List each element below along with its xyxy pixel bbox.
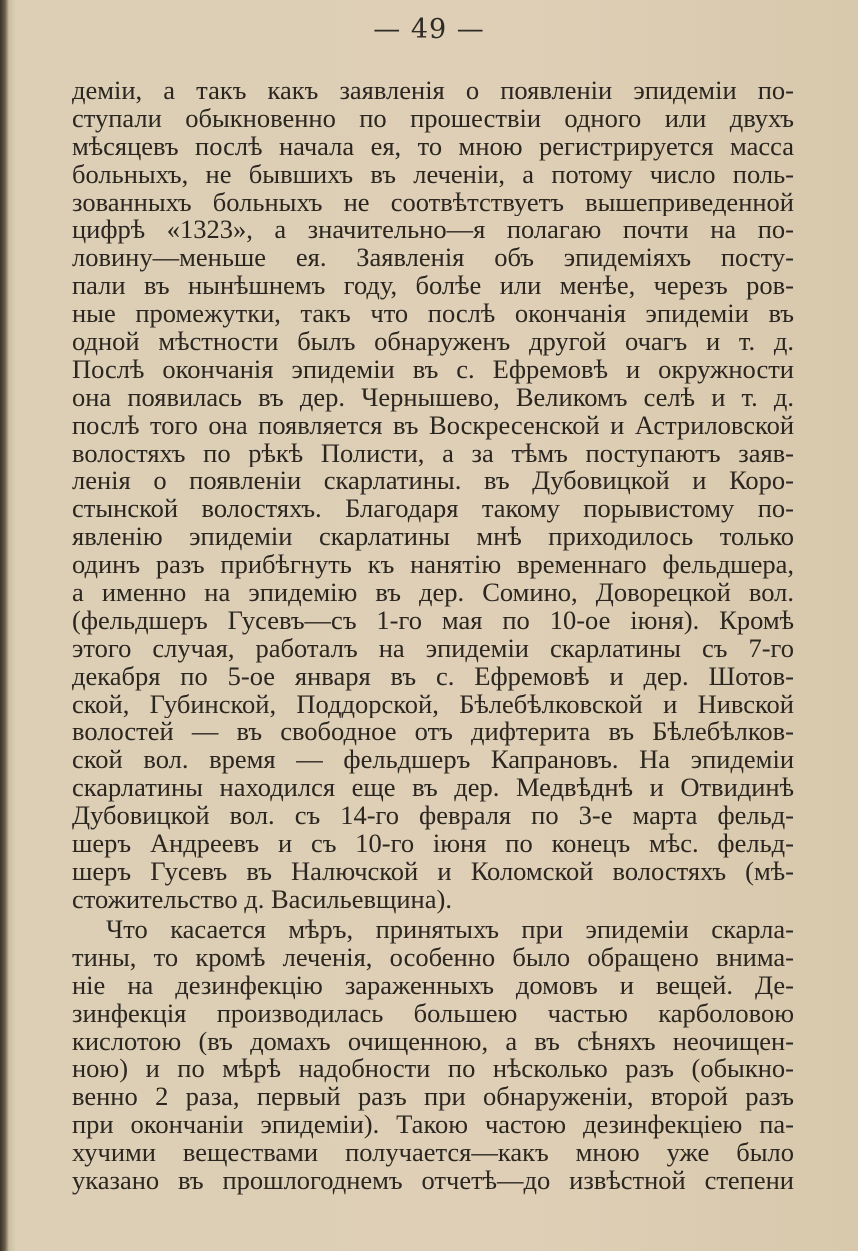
- text-line: одинъ разъ прибѣгнуть къ нанятію временнаго фельдшера,: [72, 551, 794, 580]
- text-line: ловину—меньше ея. Заявленія объ эпидеміяхъ посту-: [72, 244, 794, 273]
- text-line: ные промежутки, такъ что послѣ окончанія эпидеміи въ: [72, 300, 794, 329]
- text-line: волостей — въ свободное отъ дифтерита въ Бѣлебѣлков-: [72, 718, 794, 747]
- page-number: — 49 —: [373, 14, 485, 45]
- text-line: пали въ нынѣшнемъ году, болѣе или менѣе, черезъ ров-: [72, 272, 794, 301]
- text-line: зинфекція производилась большею частью карболовою: [72, 999, 794, 1028]
- text-line: стынской волостяхъ. Благодаря такому порывистому по-: [72, 495, 794, 524]
- text-line: декабря по 5-ое января въ с. Ефремовѣ и дер. Шотов-: [72, 662, 794, 691]
- text-line: хучими веществами получается—какъ мною уже было: [72, 1139, 794, 1168]
- text-line: этого случая, работалъ на эпидеміи скарлатины съ 7-го: [72, 634, 794, 663]
- text-line: цифрѣ «1323», а значительно—я полагаю почти на по-: [72, 216, 794, 245]
- text-line: деміи, а такъ какъ заявленія о появленіи эпидеміи по-: [72, 77, 794, 105]
- text-line: зованныхъ больныхъ не соотвѣтствуетъ вышеприведенной: [72, 188, 794, 217]
- paragraph-2: [72, 916, 794, 1195]
- text-line: Послѣ окончанія эпидеміи въ с. Ефремовѣ и окружности: [72, 355, 794, 384]
- text-line: шеръ Гусевъ въ Налючской и Коломской волостяхъ (мѣ-: [72, 857, 794, 886]
- text-line: мѣсяцевъ послѣ начала ея, то мною регистрируется масса: [72, 132, 794, 161]
- text-line: Что касается мѣръ, принятыхъ при эпидеміи скарла-: [106, 916, 794, 944]
- text-line: она появилась въ дер. Чернышево, Великомъ селѣ и т. д.: [72, 383, 794, 412]
- text-line: послѣ того она появляется въ Воскресенской и Астриловской: [72, 411, 794, 440]
- text-line: ленія о появленіи скарлатины. въ Дубовицкой и Коро-: [72, 467, 794, 496]
- text-line: при окончаніи эпидеміи). Такою частою дезинфекціею па-: [72, 1111, 794, 1140]
- text-line: венно 2 раза, первый разъ при обнаруженіи, второй разъ: [72, 1083, 794, 1112]
- text-line: явленію эпидеміи скарлатины мнѣ приходилось только: [72, 523, 794, 552]
- text-line: ской вол. время — фельдшеръ Капрановъ. На эпидеміи: [72, 746, 794, 775]
- text-line: ступали обыкновенно по прошествіи одного или двухъ: [72, 104, 794, 133]
- text-line: скарлатины находился еще въ дер. Медвѣднѣ и Отвидинѣ: [72, 774, 794, 803]
- text-line: шеръ Андреевъ и съ 10-го іюня по конецъ мѣс. фельд-: [72, 830, 794, 858]
- paragraph-1: [72, 77, 794, 914]
- text-line: одной мѣстности былъ обнаруженъ другой очагъ и т. д.: [72, 328, 794, 356]
- text-line: тины, то кромѣ леченія, особенно было обращено внима-: [72, 943, 794, 972]
- text-line: ніе на дезинфекцію зараженныхъ домовъ и вещей. Де-: [72, 971, 794, 1000]
- text-line: Дубовицкой вол. съ 14-го февраля по 3-е марта фельд-: [72, 802, 794, 831]
- text-line: волостяхъ по рѣкѣ Полисти, а за тѣмъ поступаютъ заяв-: [72, 439, 794, 468]
- text-line: (фельдшеръ Гусевъ—съ 1-го мая по 10-ое іюня). Кромѣ: [72, 606, 794, 635]
- text-line: а именно на эпидемію въ дер. Сомино, Доворецкой вол.: [72, 579, 794, 607]
- text-line: указано въ прошлогоднемъ отчетѣ—до извѣстной степени: [72, 1167, 794, 1195]
- text-line: ской, Губинской, Поддорской, Бѣлебѣлковской и Нивской: [72, 690, 794, 719]
- text-line: кислотою (въ домахъ очищенною, а въ сѣняхъ неочищен-: [72, 1027, 794, 1056]
- text-line: ною) и по мѣрѣ надобности по нѣсколько разъ (обыкно-: [72, 1055, 794, 1084]
- text-line: больныхъ, не бывшихъ въ леченіи, а потому число поль-: [72, 160, 794, 189]
- text-line: стожительство д. Васильевщина).: [72, 885, 452, 914]
